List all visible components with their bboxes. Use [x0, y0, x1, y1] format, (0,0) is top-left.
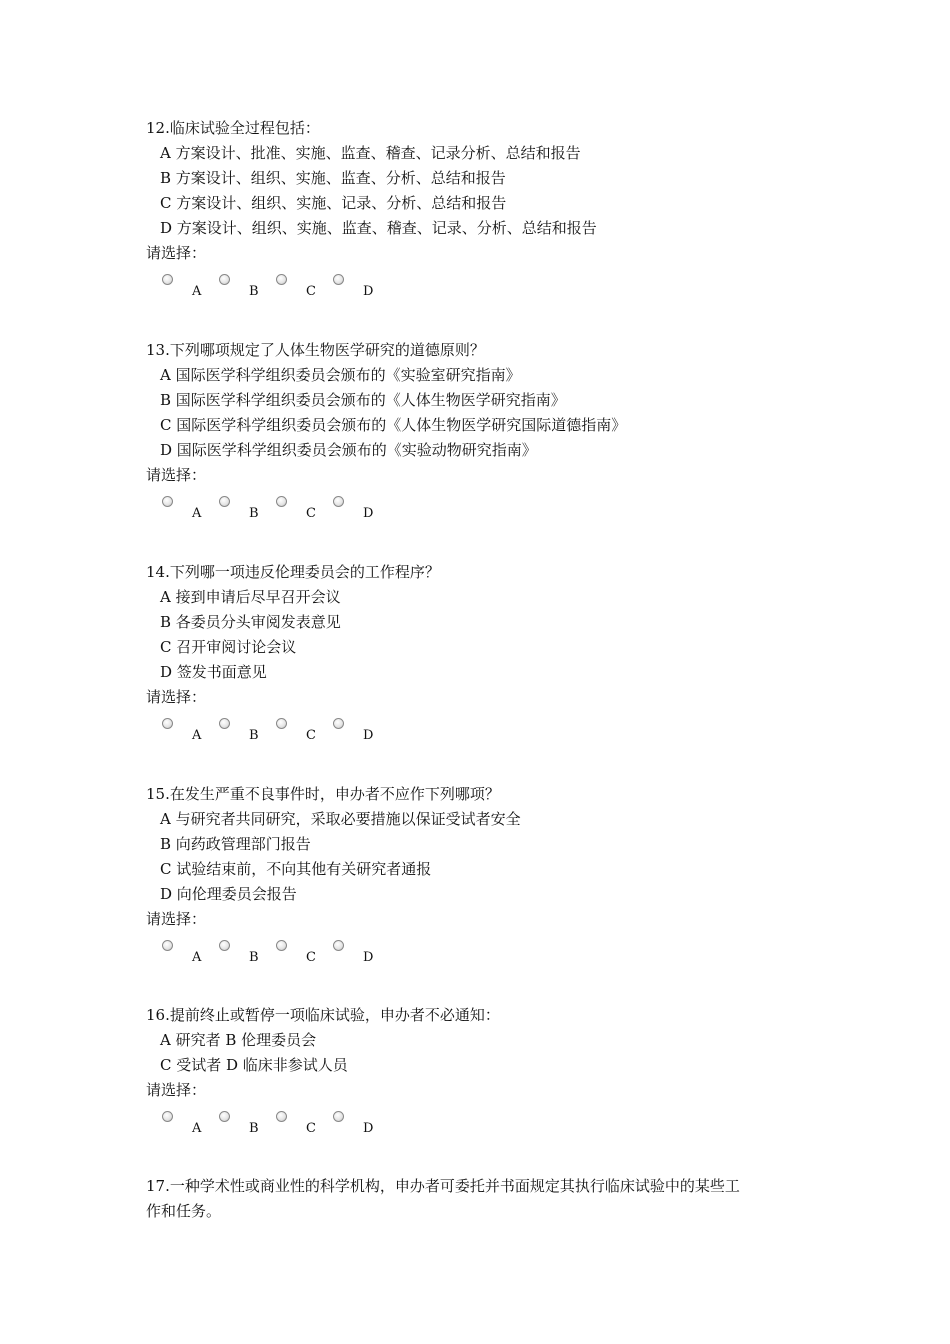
question-15	[146, 782, 826, 976]
question-16	[146, 1003, 826, 1147]
option-line-1: A 研究者 B 伦理委员会	[160, 1031, 317, 1049]
radio-label: A	[192, 506, 202, 521]
question-stem: 14.下列哪一项违反伦理委员会的工作程序？	[146, 563, 440, 581]
option-a: A 接到申请后尽早召开会议	[160, 588, 341, 606]
option-d: D 国际医学科学组织委员会颁布的《实验动物研究指南》	[160, 441, 537, 459]
radio-d[interactable]	[317, 1109, 374, 1145]
select-prompt: 请选择：	[146, 688, 207, 706]
radio-circle-icon[interactable]	[162, 940, 173, 951]
radio-b[interactable]	[203, 272, 260, 308]
radio-circle-icon[interactable]	[333, 496, 344, 507]
radio-circle-icon[interactable]	[162, 1111, 173, 1122]
radio-a[interactable]	[146, 1109, 203, 1145]
radio-c[interactable]	[260, 938, 317, 974]
radio-c[interactable]	[260, 494, 317, 530]
radio-circle-icon[interactable]	[219, 274, 230, 285]
select-prompt: 请选择：	[146, 244, 207, 262]
radio-circle-icon[interactable]	[162, 274, 173, 285]
option-d: D 向伦理委员会报告	[160, 885, 297, 903]
radio-d[interactable]	[317, 938, 374, 974]
radio-label: A	[192, 728, 202, 743]
radio-label: D	[363, 950, 374, 965]
radio-b[interactable]	[203, 938, 260, 974]
radio-label: D	[363, 284, 374, 299]
answer-radio-group	[146, 1109, 826, 1147]
question-13	[146, 338, 826, 532]
select-prompt: 请选择：	[146, 1081, 207, 1099]
radio-circle-icon[interactable]	[219, 718, 230, 729]
radio-circle-icon[interactable]	[276, 274, 287, 285]
question-stem-continued: 作和任务。	[146, 1202, 222, 1220]
question-17	[146, 1174, 826, 1224]
radio-circle-icon[interactable]	[162, 718, 173, 729]
answer-radio-group	[146, 938, 826, 976]
option-b: B 向药政管理部门报告	[160, 835, 311, 853]
option-d: D 签发书面意见	[160, 663, 267, 681]
option-a: A 与研究者共同研究，采取必要措施以保证受试者安全	[160, 810, 521, 828]
option-b: B 国际医学科学组织委员会颁布的《人体生物医学研究指南》	[160, 391, 566, 409]
answer-radio-group	[146, 716, 826, 754]
question-14	[146, 560, 826, 754]
radio-circle-icon[interactable]	[276, 496, 287, 507]
option-c: C 召开审阅讨论会议	[160, 638, 297, 656]
option-b: B 方案设计、组织、实施、监查、分析、总结和报告	[160, 169, 506, 187]
answer-radio-group	[146, 272, 826, 310]
radio-label: B	[249, 1121, 259, 1136]
option-b: B 各委员分头审阅发表意见	[160, 613, 341, 631]
radio-label: B	[249, 728, 259, 743]
question-12	[146, 116, 826, 310]
radio-d[interactable]	[317, 272, 374, 308]
radio-label: A	[192, 950, 202, 965]
radio-a[interactable]	[146, 272, 203, 308]
radio-label: C	[306, 1121, 316, 1136]
question-stem: 15.在发生严重不良事件时，申办者不应作下列哪项？	[146, 785, 500, 803]
select-prompt: 请选择：	[146, 466, 207, 484]
select-prompt: 请选择：	[146, 910, 207, 928]
radio-circle-icon[interactable]	[162, 496, 173, 507]
radio-b[interactable]	[203, 716, 260, 752]
radio-b[interactable]	[203, 1109, 260, 1145]
radio-circle-icon[interactable]	[276, 1111, 287, 1122]
radio-label: C	[306, 728, 316, 743]
radio-label: B	[249, 950, 259, 965]
option-a: A 方案设计、批准、实施、监查、稽查、记录分析、总结和报告	[160, 144, 581, 162]
radio-c[interactable]	[260, 272, 317, 308]
radio-a[interactable]	[146, 938, 203, 974]
option-d: D 方案设计、组织、实施、监查、稽查、记录、分析、总结和报告	[160, 219, 597, 237]
radio-label: C	[306, 506, 316, 521]
option-c: C 国际医学科学组织委员会颁布的《人体生物医学研究国际道德指南》	[160, 416, 627, 434]
radio-label: A	[192, 284, 202, 299]
radio-label: C	[306, 284, 316, 299]
radio-label: A	[192, 1121, 202, 1136]
radio-a[interactable]	[146, 716, 203, 752]
question-stem: 17.一种学术性或商业性的科学机构，申办者可委托并书面规定其执行临床试验中的某些工	[146, 1177, 740, 1195]
radio-label: D	[363, 506, 374, 521]
radio-d[interactable]	[317, 494, 374, 530]
radio-circle-icon[interactable]	[219, 1111, 230, 1122]
radio-label: D	[363, 1121, 374, 1136]
radio-circle-icon[interactable]	[333, 1111, 344, 1122]
radio-a[interactable]	[146, 494, 203, 530]
radio-label: D	[363, 728, 374, 743]
radio-circle-icon[interactable]	[333, 940, 344, 951]
radio-c[interactable]	[260, 1109, 317, 1145]
option-c: C 试验结束前，不向其他有关研究者通报	[160, 860, 432, 878]
radio-circle-icon[interactable]	[219, 496, 230, 507]
radio-c[interactable]	[260, 716, 317, 752]
answer-radio-group	[146, 494, 826, 532]
question-stem: 13.下列哪项规定了人体生物医学研究的道德原则？	[146, 341, 485, 359]
radio-b[interactable]	[203, 494, 260, 530]
option-a: A 国际医学科学组织委员会颁布的《实验室研究指南》	[160, 366, 521, 384]
radio-d[interactable]	[317, 716, 374, 752]
radio-circle-icon[interactable]	[219, 940, 230, 951]
radio-circle-icon[interactable]	[276, 940, 287, 951]
radio-circle-icon[interactable]	[333, 274, 344, 285]
option-c: C 方案设计、组织、实施、记录、分析、总结和报告	[160, 194, 507, 212]
question-stem: 12.临床试验全过程包括：	[146, 119, 320, 137]
option-line-2: C 受试者 D 临床非参试人员	[160, 1056, 348, 1074]
radio-label: B	[249, 506, 259, 521]
radio-circle-icon[interactable]	[276, 718, 287, 729]
question-stem: 16.提前终止或暂停一项临床试验，申办者不必通知：	[146, 1006, 500, 1024]
radio-circle-icon[interactable]	[333, 718, 344, 729]
radio-label: C	[306, 950, 316, 965]
radio-label: B	[249, 284, 259, 299]
